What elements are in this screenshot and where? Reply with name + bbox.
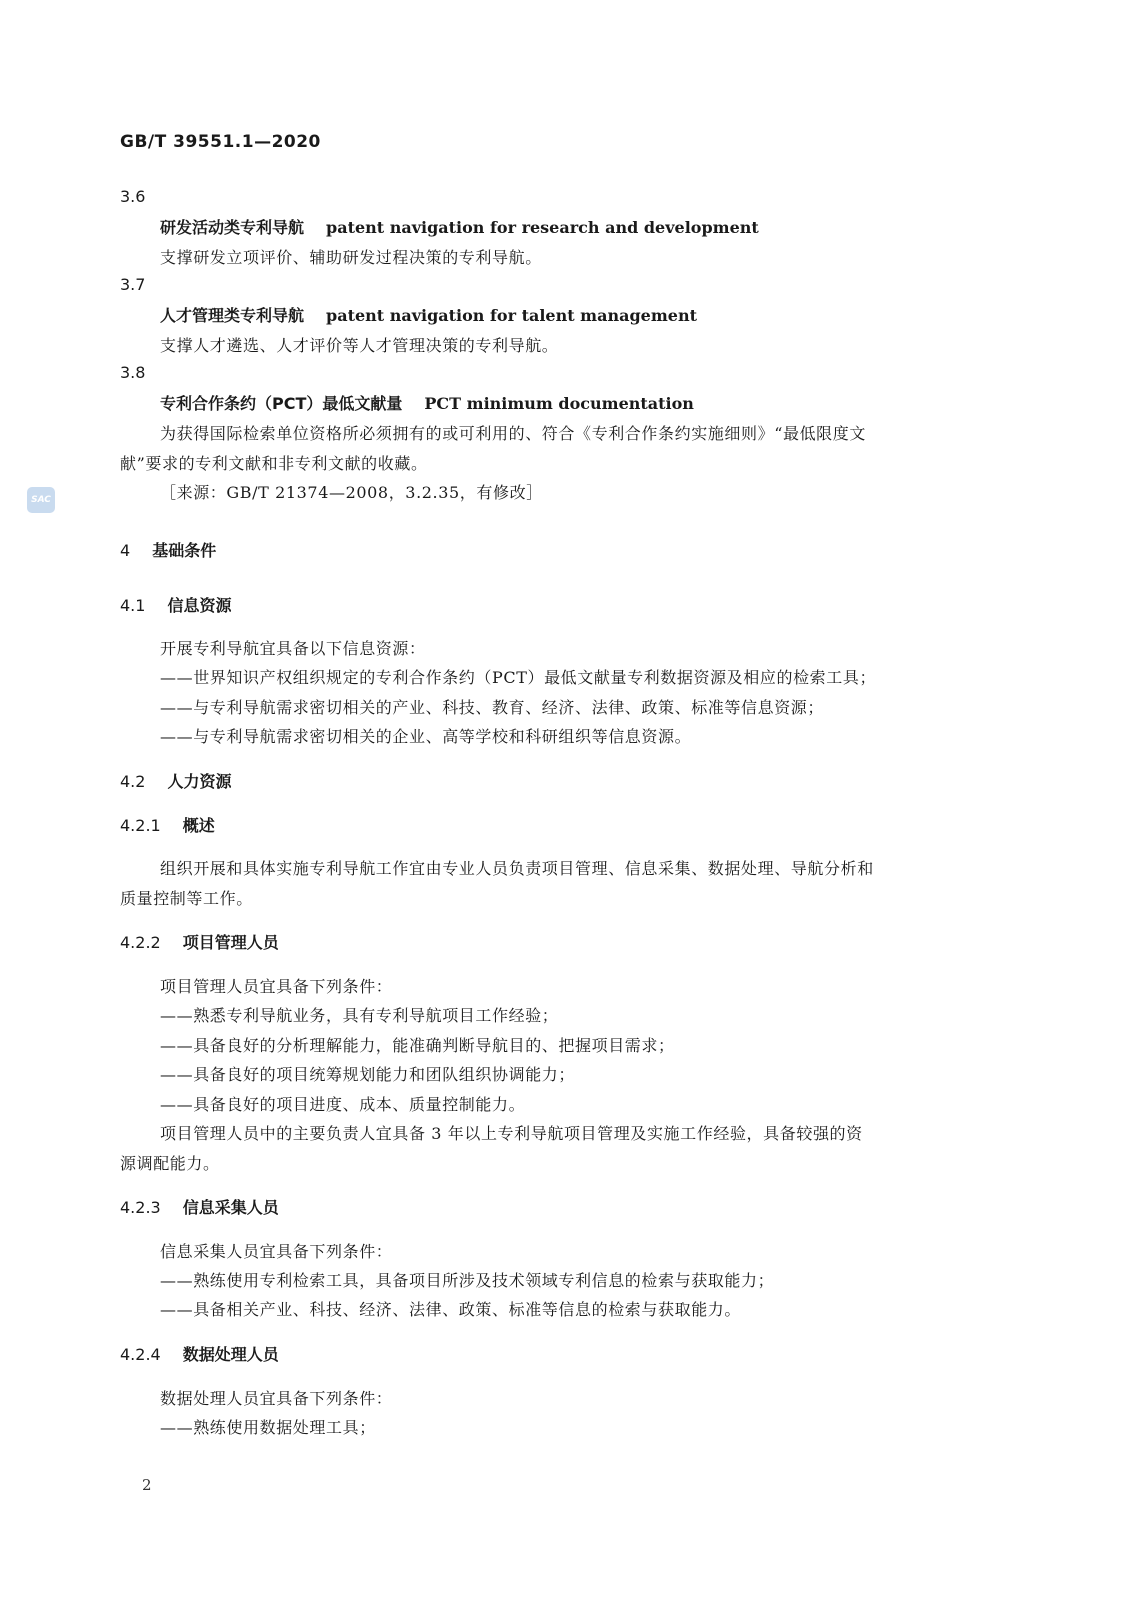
subsection-heading (120, 769, 231, 792)
section-title: 信息资源 (167, 596, 232, 615)
term-source: ［来源：GB/T 21374—2008，3.2.35，有修改］ (160, 483, 543, 502)
sac-watermark-logo: SAC (27, 487, 55, 513)
term-heading (160, 215, 759, 238)
paragraph: 开展专利导航宜具备以下信息资源： (160, 639, 426, 658)
subsection-heading (120, 1195, 279, 1218)
section-number: 4.2 (120, 772, 146, 791)
list-item: ——世界知识产权组织规定的专利合作条约（PCT）最低文献量专利数据资源及相应的检索工具； (160, 668, 877, 687)
term-number: 3.7 (120, 275, 146, 294)
paragraph-line: 源调配能力。 (120, 1154, 220, 1173)
term-zh: 人才管理类专利导航 (160, 306, 305, 325)
section-number: 4.2.3 (120, 1198, 161, 1217)
list-item: ——具备良好的分析理解能力，能准确判断导航目的、把握项目需求； (160, 1036, 675, 1055)
page-number: 2 (142, 1476, 152, 1494)
paragraph: 信息采集人员宜具备下列条件： (160, 1242, 393, 1261)
subsection-heading (120, 813, 215, 836)
subsection-heading (120, 930, 279, 953)
term-definition: 支撑人才遴选、人才评价等人才管理决策的专利导航。 (160, 336, 559, 355)
paragraph: 项目管理人员宜具备下列条件： (160, 977, 393, 996)
section-title: 概述 (182, 816, 215, 835)
paragraph-line: 组织开展和具体实施专利导航工作宜由专业人员负责项目管理、信息采集、数据处理、导航分析和 (160, 859, 874, 878)
term-definition-line: 献”要求的专利文献和非专利文献的收藏。 (120, 454, 428, 473)
term-number: 3.8 (120, 363, 146, 382)
list-item: ——与专利导航需求密切相关的产业、科技、教育、经济、法律、政策、标准等信息资源； (160, 698, 825, 717)
list-item: ——具备良好的项目进度、成本、质量控制能力。 (160, 1095, 526, 1114)
paragraph-line: 项目管理人员中的主要负责人宜具备 3 年以上专利导航项目管理及实施工作经验，具备较强的资 (160, 1124, 863, 1143)
term-heading (160, 303, 697, 326)
term-en: PCT minimum documentation (424, 394, 694, 413)
term-heading (160, 391, 694, 414)
term-en: patent navigation for research and development (326, 218, 759, 237)
term-number: 3.6 (120, 187, 146, 206)
section-title: 基础条件 (152, 541, 217, 560)
term-zh: 专利合作条约（PCT）最低文献量 (160, 394, 403, 413)
section-number: 4.1 (120, 596, 146, 615)
standard-code: GB/T 39551.1—2020 (120, 132, 321, 152)
paragraph-line: 质量控制等工作。 (120, 889, 253, 908)
term-definition-line: 为获得国际检索单位资格所必须拥有的或可利用的、符合《专利合作条约实施细则》“最低限度文 (160, 424, 866, 443)
list-item: ——熟练使用专利检索工具，具备项目所涉及技术领域专利信息的检索与获取能力； (160, 1271, 775, 1290)
list-item: ——与专利导航需求密切相关的企业、高等学校和科研组织等信息资源。 (160, 727, 692, 746)
list-item: ——具备相关产业、科技、经济、法律、政策、标准等信息的检索与获取能力。 (160, 1300, 742, 1319)
list-item: ——熟悉专利导航业务，具有专利导航项目工作经验； (160, 1006, 559, 1025)
section-number: 4.2.2 (120, 933, 161, 952)
section-title: 数据处理人员 (182, 1345, 279, 1364)
section-number: 4.2.1 (120, 816, 161, 835)
section-number: 4 (120, 541, 131, 560)
list-item: ——具备良好的项目统筹规划能力和团队组织协调能力； (160, 1065, 576, 1084)
section-heading (120, 538, 216, 561)
term-definition: 支撑研发立项评价、辅助研发过程决策的专利导航。 (160, 248, 542, 267)
subsection-heading (120, 1342, 279, 1365)
section-title: 信息采集人员 (182, 1198, 279, 1217)
subsection-heading (120, 593, 231, 616)
term-en: patent navigation for talent management (326, 306, 697, 325)
section-title: 项目管理人员 (182, 933, 279, 952)
term-zh: 研发活动类专利导航 (160, 218, 305, 237)
section-title: 人力资源 (167, 772, 232, 791)
list-item: ——熟练使用数据处理工具； (160, 1418, 376, 1437)
section-number: 4.2.4 (120, 1345, 161, 1364)
paragraph: 数据处理人员宜具备下列条件： (160, 1389, 393, 1408)
